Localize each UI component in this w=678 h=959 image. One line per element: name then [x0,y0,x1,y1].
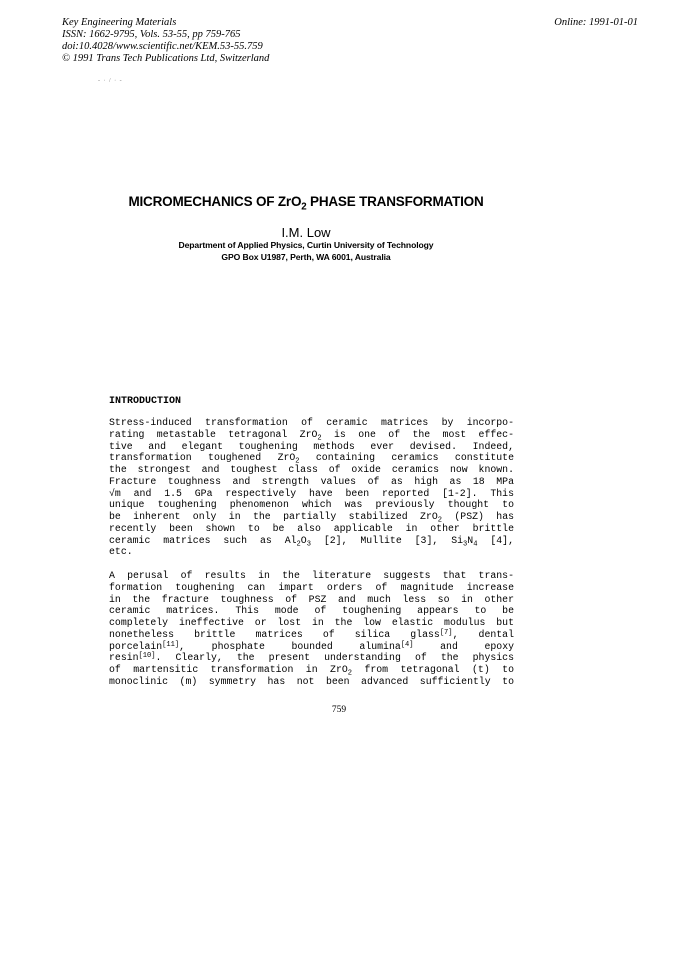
paragraph-2 [109,570,514,688]
journal-header [62,17,269,65]
text-line: monoclinic (m) symmetry has not been advanced sufficiently to [109,675,514,687]
text-line: ceramic matrices such as $Al_2O_3$ [2], Mullite [3], $Si_3N_4$ [4], [109,534,514,548]
text-line: ceramic matrices. This mode of toughening appears to be [109,605,514,617]
text-line: resin[10]. Clearly, the present understanding of the physics [109,652,514,664]
text-line: nonetheless brittle matrices of silica glass[7], dental [109,628,514,640]
scan-artifact: - · / · - [98,78,123,84]
text-line: etc. [109,546,133,558]
author-name: I.M. Low [281,225,331,240]
text-line: in the fracture toughness of PSZ and much less so in other [109,593,514,605]
text-line: tive and elegant toughening methods ever devised. Indeed, [109,440,514,452]
journal-name: Key Engineering Materials [62,17,177,28]
text-line: formation toughening can impart orders of magnitude increase [109,581,514,593]
text-line: the strongest and toughest class of oxide ceramics now known. [109,464,514,475]
copyright-line: © 1991 Trans Tech Publications Ltd, Switzerland [62,53,270,64]
text-line: rating metastable tetragonal ZrO$_2$ is one of the most effec- [109,428,514,443]
doi-link[interactable]: doi:10.4028/www.scientific.net/KEM.53-55.759 [62,41,263,52]
issn-line: ISSN: 1662-9795, Vols. 53-55, pp 759-765 [62,29,241,40]
text-line: A perusal of results in the literature suggests that trans- [109,570,514,581]
online-date: Online: 1991-01-01 [554,17,638,28]
text-line: of martensitic transformation in ZrO$_2$ from tetragonal (t) to [109,664,514,678]
affiliation-line-2: GPO Box U1987, Perth, WA 6001, Australia [221,252,391,262]
page-number: 759 [331,705,347,715]
text-line: be inherent only in the partially stabilized ZrO$_2$ (PSZ) has [109,511,515,525]
paragraph-1 [109,417,514,558]
text-line: √m and 1.5 GPa respectively have been reported [1-2]. This [109,487,514,499]
text-line: porcelain[11], phosphate bounded alumina[4] and epoxy [109,640,515,652]
text-line: completely ineffective or lost in the low elastic modulus but [109,617,514,628]
text-line: Stress-induced transformation of ceramic matrices by incorpo- [109,417,514,428]
text-line: unique toughening phenomenon which was previously thought to [109,499,514,511]
text-line: transformation toughened ZrO$_2$ containing ceramics constitute [109,452,515,466]
text-line: Fracture toughness and strength values of as high as 18 MPa [109,475,514,487]
article-title: MICROMECHANICS OF ZrO$_2$ PHASE TRANSFORMATION [128,194,484,213]
affiliation-line-1: Department of Applied Physics, Curtin University of Technology [178,240,434,250]
section-heading: INTRODUCTION [109,396,182,407]
text-line: recently been shown to be also applicable in other brittle [109,522,514,534]
